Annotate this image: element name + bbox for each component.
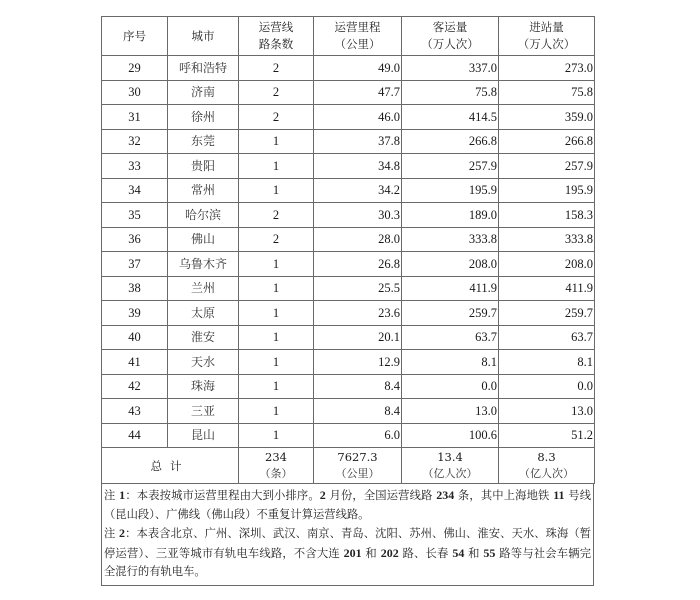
header-city: 城市: [168, 17, 239, 56]
row-index: 31: [102, 105, 168, 130]
row-lines: 1: [239, 325, 314, 350]
row-index: 44: [102, 423, 168, 448]
row-city: 太原: [168, 301, 239, 326]
row-index: 38: [102, 276, 168, 301]
row-ridership: 414.5: [402, 105, 499, 130]
row-km: 25.5: [314, 276, 402, 301]
table-row: [102, 56, 595, 81]
row-km: 28.0: [314, 227, 402, 252]
row-index: 32: [102, 129, 168, 154]
row-index: 39: [102, 301, 168, 326]
row-index: 37: [102, 252, 168, 277]
row-ridership: 195.9: [402, 178, 499, 203]
table-row: [102, 301, 595, 326]
table-body: [102, 56, 595, 448]
row-entries: 75.8: [499, 80, 595, 105]
row-lines: 2: [239, 56, 314, 81]
row-city: 贵阳: [168, 154, 239, 179]
row-index: 34: [102, 178, 168, 203]
row-ridership: 266.8: [402, 129, 499, 154]
row-ridership: 8.1: [402, 350, 499, 375]
header-ridership: 客运量 （万人次）: [402, 17, 499, 56]
row-ridership: 208.0: [402, 252, 499, 277]
row-ridership: 75.8: [402, 80, 499, 105]
row-km: 8.4: [314, 374, 402, 399]
row-ridership: 0.0: [402, 374, 499, 399]
city-metro-table: [101, 16, 595, 484]
row-entries: 158.3: [499, 203, 595, 228]
row-index: 43: [102, 399, 168, 424]
table-row: [102, 80, 595, 105]
row-ridership: 13.0: [402, 399, 499, 424]
row-entries: 63.7: [499, 325, 595, 350]
row-index: 30: [102, 80, 168, 105]
row-lines: 2: [239, 105, 314, 130]
total-km: 7627.3 （公里）: [314, 448, 402, 484]
row-index: 29: [102, 56, 168, 81]
row-ridership: 100.6: [402, 423, 499, 448]
table-row: [102, 350, 595, 375]
row-lines: 1: [239, 399, 314, 424]
header-lines: 运营线 路条数: [239, 17, 314, 56]
row-entries: 0.0: [499, 374, 595, 399]
row-index: 36: [102, 227, 168, 252]
header-entries: 进站量 （万人次）: [499, 17, 595, 56]
row-km: 20.1: [314, 325, 402, 350]
row-lines: 1: [239, 129, 314, 154]
note-2: 注 2：本表含北京、广州、深圳、武汉、南京、青岛、沈阳、苏州、佛山、淮安、天水、珠海（暂停运营）、三亚等城市有轨电车线路，不含大连 201 和 202 路、长春 54 和 55 路等与社会车辆完全混行的有轨电车。: [104, 526, 592, 578]
total-row: [102, 448, 595, 484]
row-index: 40: [102, 325, 168, 350]
row-km: 49.0: [314, 56, 402, 81]
row-city: 常州: [168, 178, 239, 203]
row-entries: 13.0: [499, 399, 595, 424]
row-city: 徐州: [168, 105, 239, 130]
table-row: [102, 374, 595, 399]
row-index: 42: [102, 374, 168, 399]
row-ridership: 63.7: [402, 325, 499, 350]
row-entries: 195.9: [499, 178, 595, 203]
row-entries: 273.0: [499, 56, 595, 81]
table-row: [102, 325, 595, 350]
row-km: 23.6: [314, 301, 402, 326]
header-index: 序号: [102, 17, 168, 56]
row-city: 哈尔滨: [168, 203, 239, 228]
table-row: [102, 252, 595, 277]
row-city: 兰州: [168, 276, 239, 301]
row-city: 淮安: [168, 325, 239, 350]
row-city: 佛山: [168, 227, 239, 252]
table-row: [102, 227, 595, 252]
table-row: [102, 129, 595, 154]
row-city: 珠海: [168, 374, 239, 399]
table-row: [102, 276, 595, 301]
row-ridership: 411.9: [402, 276, 499, 301]
row-lines: 2: [239, 203, 314, 228]
row-km: 34.8: [314, 154, 402, 179]
row-lines: 2: [239, 80, 314, 105]
row-entries: 359.0: [499, 105, 595, 130]
row-city: 三亚: [168, 399, 239, 424]
row-city: 昆山: [168, 423, 239, 448]
row-ridership: 337.0: [402, 56, 499, 81]
total-lines: 234 （条）: [239, 448, 314, 484]
row-entries: 259.7: [499, 301, 595, 326]
total-label: 总计: [102, 448, 239, 484]
row-km: 8.4: [314, 399, 402, 424]
row-ridership: 259.7: [402, 301, 499, 326]
row-km: 30.3: [314, 203, 402, 228]
row-entries: 208.0: [499, 252, 595, 277]
total-entries: 8.3 （亿人次）: [499, 448, 595, 484]
row-index: 33: [102, 154, 168, 179]
total-ridership: 13.4 （亿人次）: [402, 448, 499, 484]
row-ridership: 189.0: [402, 203, 499, 228]
row-entries: 51.2: [499, 423, 595, 448]
note-1: 注 1：本表按城市运营里程由大到小排序。2 月份，全国运营线路 234 条，其中上海地铁 11 号线（昆山段）、广佛线（佛山段）不重复计算运营线路。: [104, 488, 591, 521]
table-row: [102, 399, 595, 424]
row-lines: 1: [239, 154, 314, 179]
table-row: [102, 105, 595, 130]
row-entries: 266.8: [499, 129, 595, 154]
row-lines: 2: [239, 227, 314, 252]
row-km: 6.0: [314, 423, 402, 448]
row-km: 37.8: [314, 129, 402, 154]
table-row: [102, 203, 595, 228]
row-city: 乌鲁木齐: [168, 252, 239, 277]
row-km: 12.9: [314, 350, 402, 375]
row-lines: 1: [239, 350, 314, 375]
row-lines: 1: [239, 276, 314, 301]
header-km: 运营里程 （公里）: [314, 17, 402, 56]
row-lines: 1: [239, 301, 314, 326]
row-entries: 333.8: [499, 227, 595, 252]
table-row: [102, 423, 595, 448]
row-lines: 1: [239, 252, 314, 277]
row-ridership: 333.8: [402, 227, 499, 252]
row-km: 26.8: [314, 252, 402, 277]
row-entries: 257.9: [499, 154, 595, 179]
table-row: [102, 178, 595, 203]
row-city: 济南: [168, 80, 239, 105]
row-entries: 411.9: [499, 276, 595, 301]
row-km: 46.0: [314, 105, 402, 130]
row-city: 东莞: [168, 129, 239, 154]
notes-box: [101, 484, 594, 586]
header-row: [102, 17, 595, 56]
row-lines: 1: [239, 374, 314, 399]
row-km: 34.2: [314, 178, 402, 203]
row-entries: 8.1: [499, 350, 595, 375]
table-row: [102, 154, 595, 179]
metro-statistics-document: [101, 16, 594, 586]
row-city: 呼和浩特: [168, 56, 239, 81]
row-lines: 1: [239, 423, 314, 448]
row-ridership: 257.9: [402, 154, 499, 179]
row-km: 47.7: [314, 80, 402, 105]
row-lines: 1: [239, 178, 314, 203]
row-index: 35: [102, 203, 168, 228]
row-index: 41: [102, 350, 168, 375]
row-city: 天水: [168, 350, 239, 375]
